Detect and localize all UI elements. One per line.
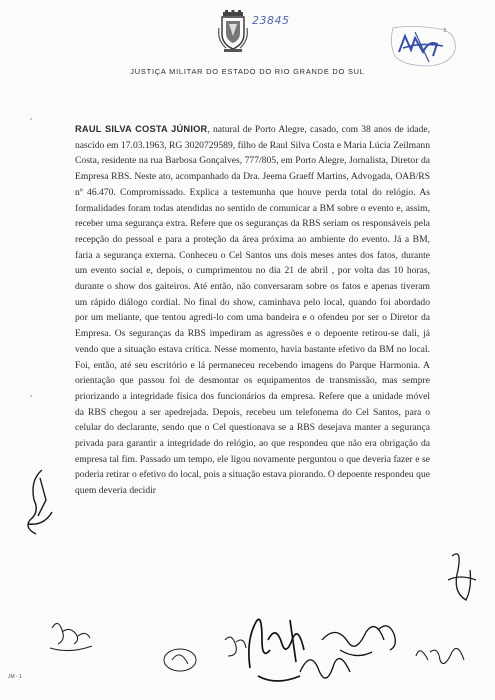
handwritten-page-number: 23845 [252,14,290,27]
witness-name: RAUL SILVA COSTA JÚNIOR [75,124,208,134]
left-margin-signature [28,470,52,534]
right-margin-signature [448,554,476,600]
bottom-right-signature [416,648,464,663]
oval-rubric [164,649,196,671]
right-signature-cluster [300,626,395,678]
scan-speck [30,118,32,120]
scan-speck [30,395,32,397]
institution-header: JUSTIÇA MILITAR DO ESTADO DO RIO GRANDE DO SUL [130,67,365,76]
testimony-body [75,122,430,499]
testimony-text: , natural de Porto Alegre, casado, com 38 anos de idade, nascido em 17.03.1963, RG 3020729589, filho de Raul Silva Costa e Maria Lúcia Zeilmann Costa, residente na rua Barbosa Gonçalves, 777/805, em Porto Alegre, Jornalista, Diretor da Empresa RBS. Neste ato, acompanhado da Dra. Jeema Graeff Martins, Advogada, OAB/RS nº 46.470. Compromissado. Explica a testemunha que houve perda total do relógio. As formalidades foram todas atendidas no sentido de comunicar a BM sobre o evento e, assim, receber uma segurança extra. Refere que os seguranças da RBS seriam os responsáveis pela recepção do pessoal e para a proteção da área próxima ao ambiente do evento. Já a BM, faria a segurança externa. Conheceu o Cel Santos uns dois meses antes dos fatos, durante um evento social e, depois, o cumprimentou no dia 21 de abril , por volta das 10 horas, durante o show dos gaiteiros. Até então, não conversaram sobre os fatos e apenas tiveram um rápido diálogo cordial. No final do show, caminhava pelo local, quando foi abordado por um meliante, que tentou agredi-lo com uma bandeira e o ofendeu por ser o Diretor da Empresa. Os seguranças da RBS impediram as agressões e o depoente retirou-se dali, já vendo que a situação estava crítica. Nesse momento, havia bastante efetivo da BM no local. Foi, então, até seu escritório e lá permaneceu recebendo imagens do Parque Harmonia. A orientação que passou foi de desmontar os equipamentos de transmissão, mas sempre priorizando a integridade física dos funcionários da empresa. Refere que a unidade móvel da RBS chegou a ser apedrejada. Depois, recebeu um telefonema do Cel Santos, para o celular do declarante, sendo que o Cel questionava se a RBS desejava manter a segurança privada para garantir a integridade do relógio, ao que respondeu que não era obrigação da empresa tal fim. Passado um tempo, ele ligou novamente perguntou o que deveria fazer e se poderia retirar o efetivo do local, pois a situação estava piorando. O depoente respondeu que quem deveria decidir [75,124,430,497]
small-rubric-jp [225,637,246,656]
coat-of-arms-icon [218,10,248,54]
form-code: JM - 1 [8,674,22,680]
blue-rubric-stamp [385,22,465,72]
center-signature [249,619,304,681]
bottom-left-rubric [50,623,92,650]
coat-of-arms-seal [218,10,248,54]
svg-text:3: 3 [443,28,447,34]
